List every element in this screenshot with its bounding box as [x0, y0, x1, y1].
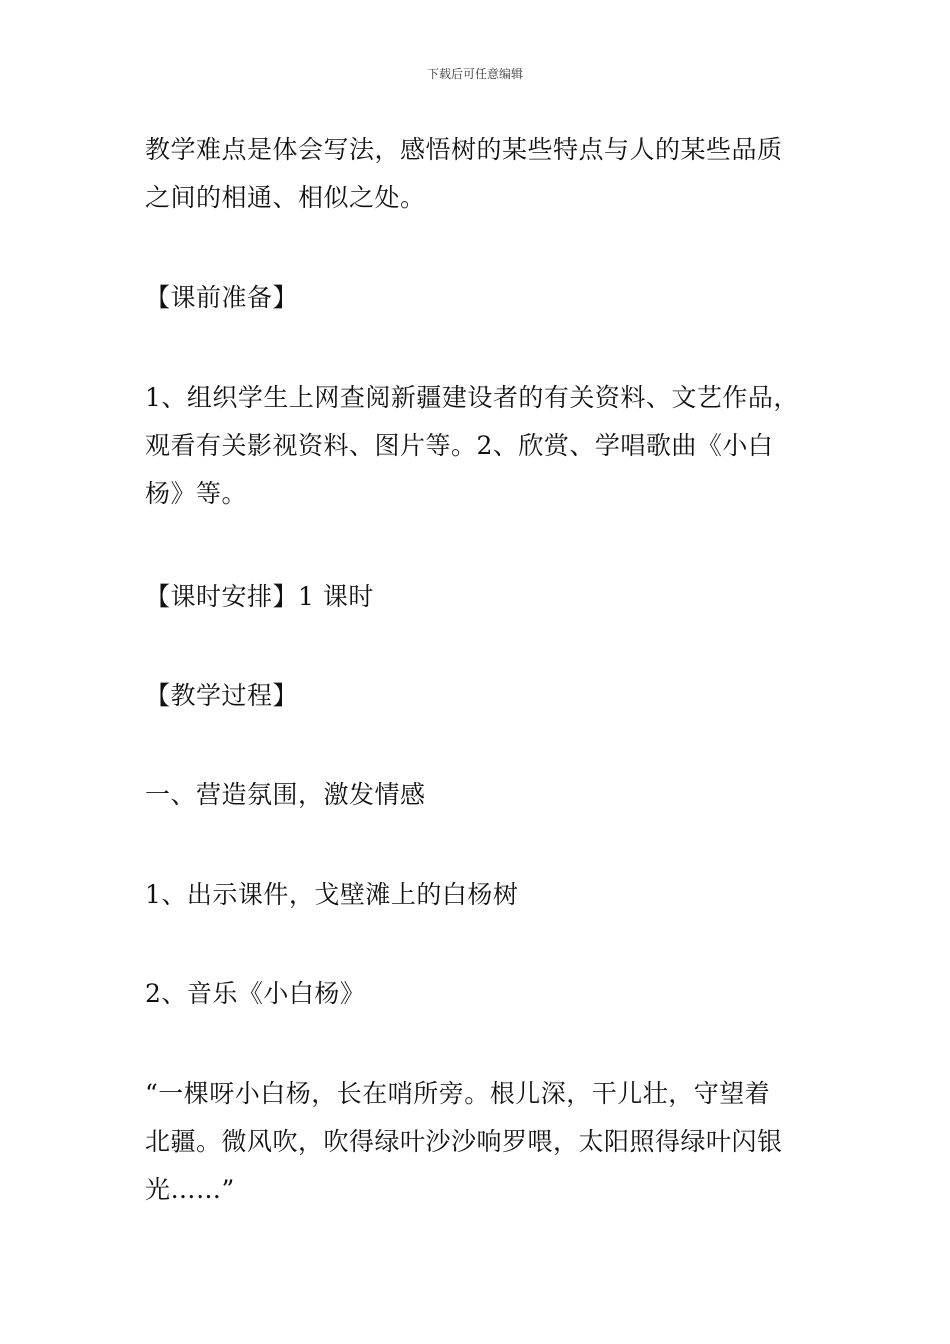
prep-heading: 【课前准备】	[145, 283, 299, 312]
text-line: 之间的相通、相似之处。	[145, 183, 426, 212]
text-line: 北疆。微风吹，吹得绿叶沙沙响罗喂，太阳照得绿叶闪银	[145, 1127, 783, 1156]
schedule-line: 【课时安排】1 课时	[145, 582, 374, 611]
text-line: “一棵呀小白杨，长在哨所旁。根儿深，干儿壮，守望着	[145, 1079, 771, 1108]
lyrics-paragraph	[145, 1070, 815, 1214]
page-header-note: 下载后可任意编辑	[426, 67, 523, 81]
section1-heading: 一、营造氛围，激发情感	[145, 780, 426, 809]
difficulty-paragraph	[145, 126, 815, 222]
text-line: 光……”	[145, 1175, 235, 1204]
step1-line: 1、出示课件，戈壁滩上的白杨树	[145, 880, 519, 909]
process-heading: 【教学过程】	[145, 681, 299, 710]
text-line: 教学难点是体会写法，感悟树的某些特点与人的某些品质	[145, 135, 783, 164]
step2-line: 2、音乐《小白杨》	[145, 979, 366, 1008]
text-line: 杨》等。	[145, 479, 248, 508]
text-line: 1、组织学生上网查阅新疆建设者的有关资料、文艺作品，	[145, 383, 799, 412]
prep-paragraph	[145, 374, 815, 518]
text-line: 观看有关影视资料、图片等。2、欣赏、学唱歌曲《小白	[145, 431, 774, 460]
